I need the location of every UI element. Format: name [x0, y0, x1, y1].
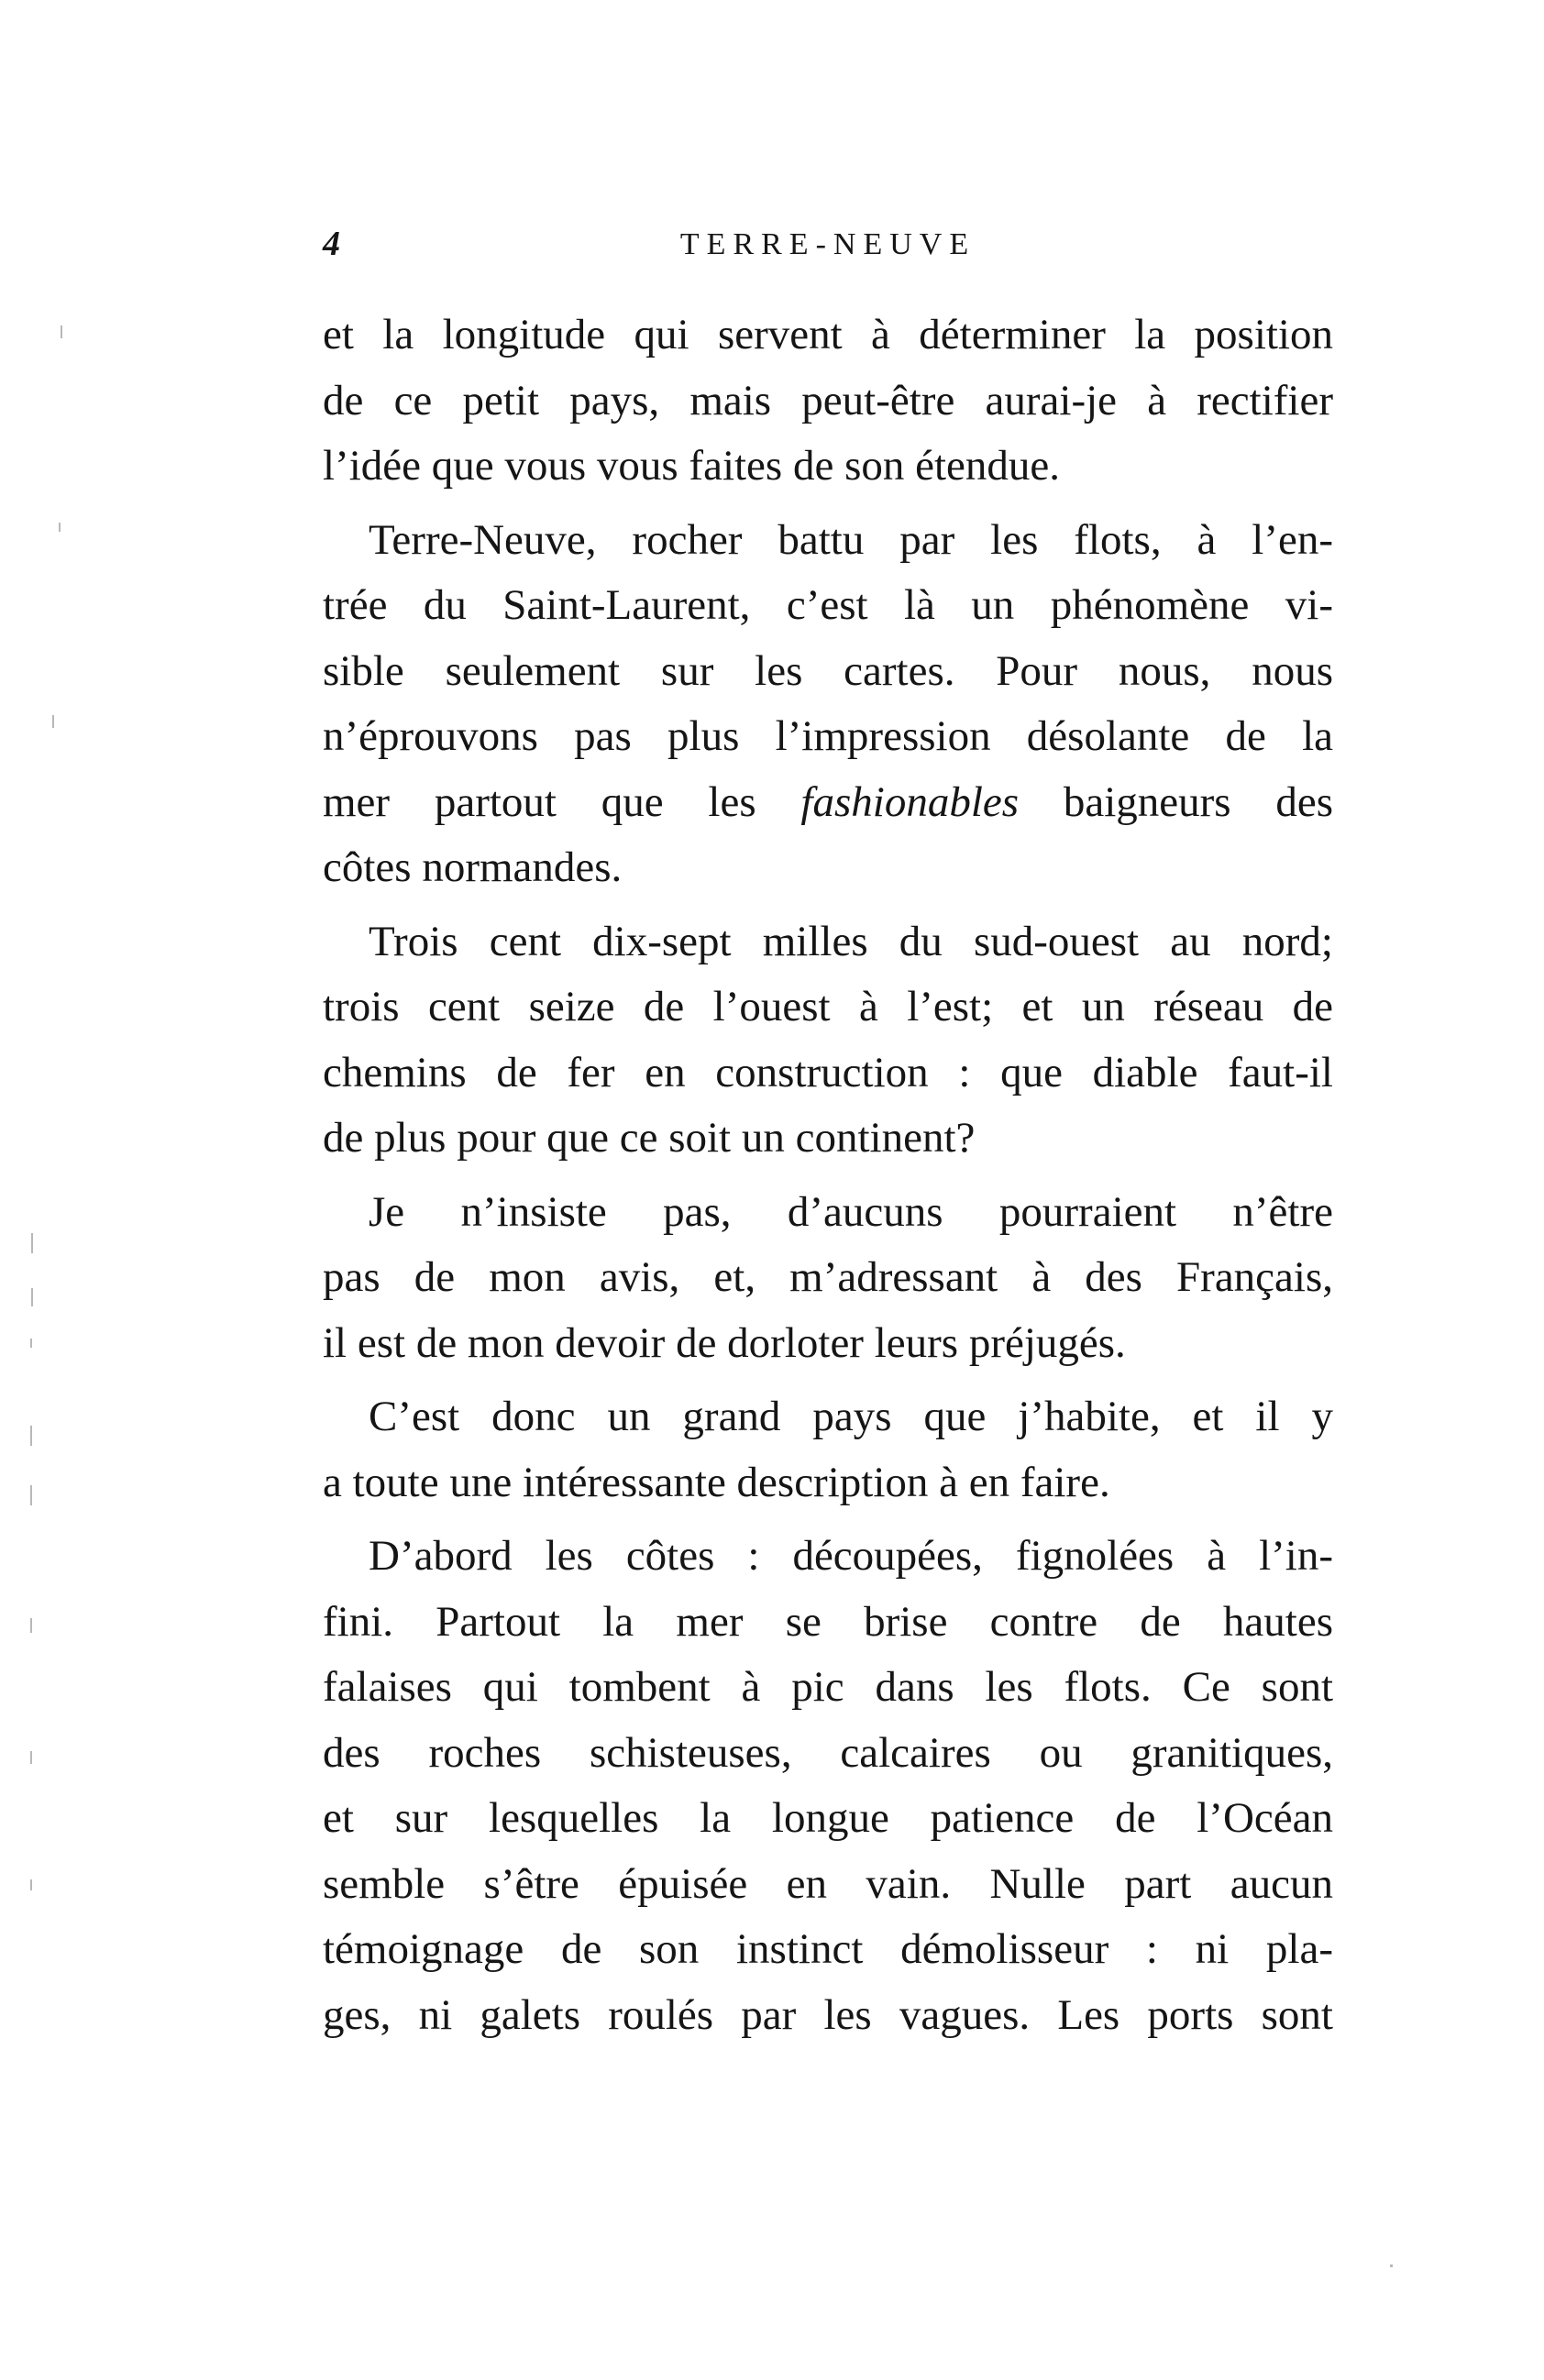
speck	[30, 1618, 32, 1633]
text-line: Trois cent dix-sept milles du sud-ouest au nord;	[369, 917, 1333, 965]
text-fragment: baigneurs des	[1019, 777, 1333, 826]
text-line: des roches schisteuses, calcaires ou granitiques,	[323, 1728, 1333, 1777]
running-title: TERRE-NEUVE	[679, 227, 976, 261]
paragraph	[323, 1384, 1333, 1515]
text-line: semble s’être épuisée en vain. Nulle part aucun	[323, 1859, 1333, 1908]
text-line: fini. Partout la mer se brise contre de hautes	[323, 1597, 1333, 1646]
text-line: Terre-Neuve, rocher battu par les flots, à l’en-	[369, 515, 1333, 564]
speck	[30, 1426, 32, 1446]
text-line: côtes normandes.	[323, 843, 623, 891]
speck	[30, 1751, 32, 1764]
text-line: témoignage de son instinct démolisseur : ni pla-	[323, 1925, 1333, 1973]
text-line: trée du Saint-Laurent, c’est là un phénomène vi-	[323, 581, 1333, 629]
text-line: sible seulement sur les cartes. Pour nous, nous	[323, 646, 1333, 695]
text-line: ges, ni galets roulés par les vagues. Les ports sont	[323, 1990, 1333, 2039]
text-line: pas de mon avis, et, m’adressant à des Français,	[323, 1253, 1333, 1301]
text-line: C’est donc un grand pays que j’habite, et il y	[369, 1393, 1333, 1440]
speck	[1390, 2264, 1393, 2267]
speck	[52, 715, 54, 728]
emphasized-word: fashionables	[800, 777, 1020, 826]
text-line: D’abord les côtes : découpées, fignolées à l’in-	[369, 1532, 1333, 1580]
paragraph	[323, 508, 1333, 901]
text-line: falaises qui tombent à pic dans les flots. Ce sont	[323, 1663, 1333, 1711]
speck	[31, 1288, 33, 1306]
text-line-with-emphasis	[323, 770, 1333, 836]
text-line: il est de mon devoir de dorloter leurs préjugés.	[323, 1318, 1126, 1367]
text-line: trois cent seize de l’ouest à l’est; et un réseau de	[323, 983, 1333, 1030]
speck	[61, 325, 62, 338]
paragraph	[323, 1180, 1333, 1377]
text-line: a toute une intéressante description à en faire.	[323, 1458, 1110, 1506]
page-number: 4	[323, 225, 340, 263]
speck	[31, 1233, 33, 1253]
speck	[30, 1485, 32, 1505]
paragraph	[323, 909, 1333, 1172]
text-line: et la longitude qui servent à déterminer la position	[323, 311, 1333, 358]
text-fragment: mer partout que les	[323, 777, 801, 826]
text-line: l’idée que vous vous faites de son étendue.	[323, 442, 1061, 490]
text-line: de ce petit pays, mais peut-être aurai-je à rectifier	[323, 376, 1333, 424]
running-header	[323, 224, 1333, 270]
text-line: chemins de fer en construction : que diable faut-il	[323, 1048, 1333, 1096]
text-line: et sur lesquelles la longue patience de l’Océan	[323, 1794, 1333, 1842]
body-text	[323, 303, 1333, 2056]
text-line: Je n’insiste pas, d’aucuns pourraient n’être	[369, 1187, 1333, 1236]
text-line: de plus pour que ce soit un continent?	[323, 1114, 976, 1162]
text-line: n’éprouvons pas plus l’impression désolante de la	[323, 712, 1333, 760]
paragraph	[323, 303, 1333, 500]
speck	[59, 523, 61, 532]
speck	[30, 1879, 32, 1890]
paragraph	[323, 1524, 1333, 2048]
speck	[30, 1339, 32, 1348]
